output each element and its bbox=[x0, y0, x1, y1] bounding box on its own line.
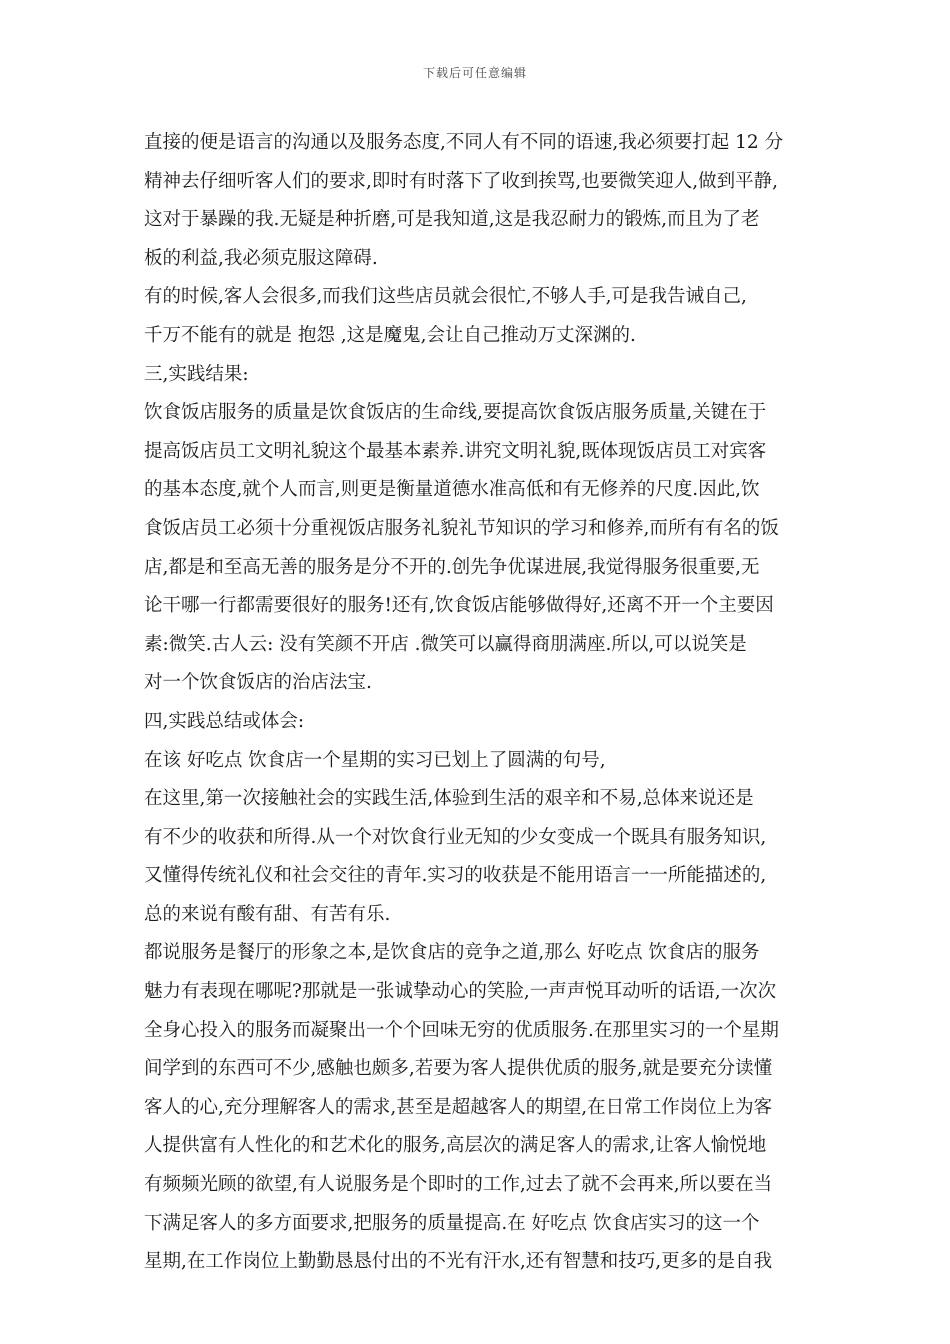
text-line: 客人的心,充分理解客人的需求,甚至是超越客人的期望,在日常工作岗位上为客 bbox=[144, 1096, 773, 1118]
text-line: 素:微笑.古人云: 没有笑颜不开店 .微笑可以赢得商朋满座.所以,可以说笑是 bbox=[144, 633, 747, 655]
text-line: 有频频光顾的欲望,有人说服务是个即时的工作,过去了就不会再来,所以要在当 bbox=[144, 1174, 773, 1196]
text-line: 食饭店员工必须十分重视饭店服务礼貌礼节知识的学习和修养,而所有有名的饭 bbox=[144, 517, 779, 539]
text-line: 在这里,第一次接触社会的实践生活,体验到生活的艰辛和不易,总体来说还是 bbox=[144, 788, 754, 810]
text-line: 板的利益,我必须克服这障碍. bbox=[144, 247, 378, 269]
text-line: 千万不能有的就是 抱怨 ,这是魔鬼,会让自己推动万丈深渊的. bbox=[144, 324, 636, 346]
text-line: 饮食饭店服务的质量是饮食饭店的生命线,要提高饮食饭店服务质量,关键在于 bbox=[144, 402, 767, 424]
text-line: 全身心投入的服务而凝聚出一个个回味无穷的优质服务.在那里实习的一个星期 bbox=[144, 1019, 779, 1041]
text-line: 有不少的收获和所得.从一个对饮食行业无知的少女变成一个既具有服务知识, bbox=[144, 826, 767, 848]
text-line: 魅力有表现在哪呢?那就是一张诚挚动心的笑脸,一声声悦耳动听的话语,一次次 bbox=[144, 981, 777, 1003]
text-line: 都说服务是餐厅的形象之本,是饮食店的竞争之道,那么 好吃点 饮食店的服务 bbox=[144, 942, 760, 964]
text-line: 星期,在工作岗位上勤勤恳恳付出的不光有汗水,还有智慧和技巧,更多的是自我 bbox=[144, 1251, 773, 1273]
text-line: 精神去仔细听客人们的要求,即时有时落下了收到挨骂,也要微笑迎人,做到平静, bbox=[144, 170, 779, 192]
section-heading: 三,实践结果: bbox=[144, 363, 249, 385]
text-line: 下满足客人的多方面要求,把服务的质量提高.在 好吃点 饮食店实习的这一个 bbox=[144, 1212, 760, 1234]
text-line: 店,都是和至高无善的服务是分不开的.创先争优谋进展,我觉得服务很重要,无 bbox=[144, 556, 760, 578]
text-line: 总的来说有酸有甜、有苦有乐. bbox=[144, 903, 391, 925]
text-line: 在该 好吃点 饮食店一个星期的实习已划上了圆满的句号, bbox=[144, 749, 606, 771]
section-heading: 四,实践总结或体会: bbox=[144, 710, 305, 732]
text-line: 的基本态度,就个人而言,则更是衡量道德水准高低和有无修养的尺度.因此,饮 bbox=[144, 479, 760, 501]
text-line: 论干哪一行都需要很好的服务!还有,饮食饭店能够做得好,还离不开一个主要因 bbox=[144, 595, 774, 617]
text-line: 提高饭店员工文明礼貌这个最基本素养.讲究文明礼貌,既体现饭店员工对宾客 bbox=[144, 440, 767, 462]
text-line: 直接的便是语言的沟通以及服务态度,不同人有不同的语速,我必须要打起 12 分 bbox=[144, 132, 784, 153]
text-line: 人提供富有人性化的和艺术化的服务,高层次的满足客人的需求,让客人愉悦地 bbox=[144, 1135, 767, 1157]
document-body bbox=[144, 124, 814, 1282]
text-line: 有的时候,客人会很多,而我们这些店员就会很忙,不够人手,可是我告诫自己, bbox=[144, 286, 747, 308]
page-header: 下载后可任意编辑 bbox=[422, 66, 527, 80]
text-line: 又懂得传统礼仪和社会交往的青年.实习的收获是不能用语言一一所能描述的, bbox=[144, 865, 767, 887]
text-line: 间学到的东西可不少,感触也颇多,若要为客人提供优质的服务,就是要充分读懂 bbox=[144, 1058, 773, 1080]
text-line: 这对于暴躁的我.无疑是种折磨,可是我知道,这是我忍耐力的锻炼,而且为了老 bbox=[144, 209, 760, 231]
text-line: 对一个饮食饭店的治店法宝. bbox=[144, 672, 372, 694]
